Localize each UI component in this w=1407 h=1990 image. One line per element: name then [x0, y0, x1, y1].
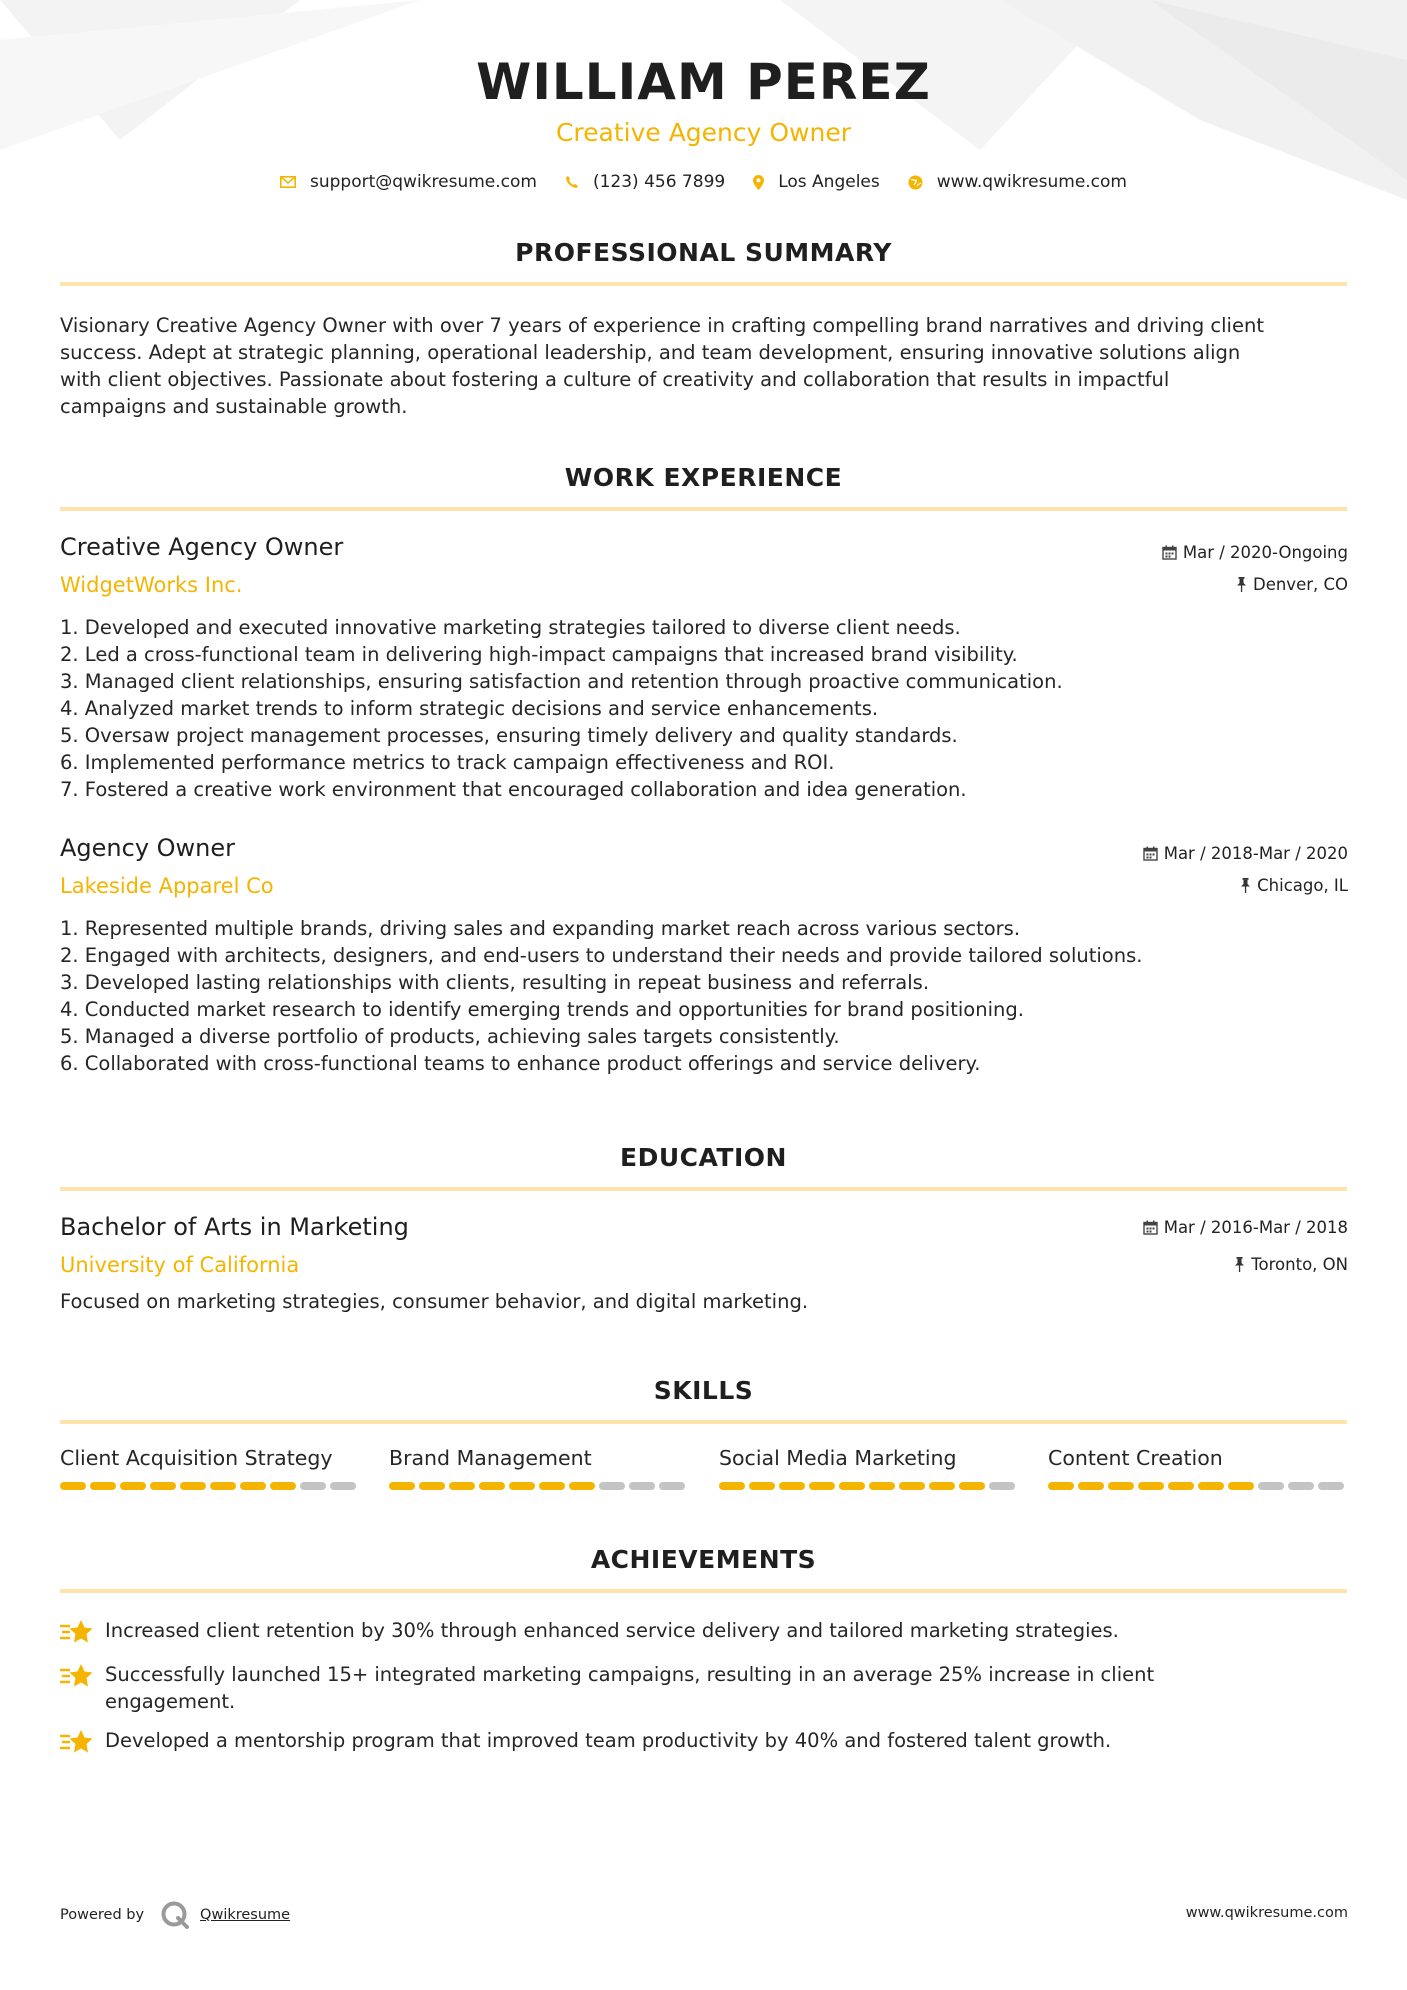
map-pin-icon: [753, 175, 764, 190]
skill-segment-filled: [180, 1482, 206, 1490]
skill-item: [60, 1446, 360, 1490]
skill-segment-empty: [1288, 1482, 1314, 1490]
achievement-item: [60, 1727, 1350, 1755]
skill-segment-filled: [539, 1482, 565, 1490]
job-title: Agency Owner: [60, 834, 236, 862]
job-bullet: 6. Implemented performance metrics to track campaign effectiveness and ROI.: [60, 751, 835, 774]
job-bullet: 1. Developed and executed innovative marketing strategies tailored to diverse client needs.: [60, 616, 961, 639]
skill-segment-empty: [1258, 1482, 1284, 1490]
skill-segment-empty: [599, 1482, 625, 1490]
skill-segment-filled: [959, 1482, 985, 1490]
skill-segment-empty: [1318, 1482, 1344, 1490]
experience-divider: [60, 507, 1347, 511]
skill-segment-filled: [90, 1482, 116, 1490]
skill-segment-filled: [509, 1482, 535, 1490]
achievements-divider: [60, 1589, 1347, 1593]
phone-icon: [565, 175, 579, 189]
education-divider: [60, 1187, 1347, 1191]
footer-powered-by: [60, 1900, 290, 1930]
skill-segment-filled: [749, 1482, 775, 1490]
contact-website[interactable]: [908, 172, 1127, 192]
skills-heading: SKILLS: [653, 1376, 754, 1405]
skill-segment-filled: [240, 1482, 266, 1490]
star-icon: [60, 1663, 93, 1689]
contact-website-text: www.qwikresume.com: [936, 172, 1127, 192]
contact-email[interactable]: [280, 172, 537, 192]
job-dates-text: Mar / 2020-Ongoing: [1182, 543, 1348, 562]
skill-segment-filled: [150, 1482, 176, 1490]
job-dates-text: Mar / 2018-Mar / 2020: [1163, 844, 1348, 863]
achievement-line: engagement.: [105, 1690, 236, 1713]
achievement-item: [60, 1617, 1350, 1645]
calendar-icon: [1162, 545, 1177, 560]
contact-phone-text: (123) 456 7899: [592, 172, 726, 192]
skill-segment-empty: [629, 1482, 655, 1490]
achievement-line: Successfully launched 15+ integrated marketing campaigns, resulting in an average 25% increase in client: [105, 1663, 1155, 1686]
education-heading: EDUCATION: [620, 1143, 787, 1172]
star-icon: [60, 1619, 93, 1645]
achievement-text: [105, 1617, 1265, 1644]
footer-url[interactable]: www.qwikresume.com: [1185, 1905, 1348, 1921]
job-bullet-list: [60, 915, 1350, 1077]
job-bullet: 3. Managed client relationships, ensuring satisfaction and retention through proactive communication.: [60, 670, 1063, 693]
skill-segment-filled: [270, 1482, 296, 1490]
achievement-item: [60, 1661, 1350, 1715]
contact-phone[interactable]: [565, 172, 725, 192]
achievement-text: [105, 1661, 1265, 1715]
skill-label: Client Acquisition Strategy: [60, 1446, 333, 1470]
experience-heading: WORK EXPERIENCE: [564, 463, 843, 492]
skill-level-bar: [389, 1482, 689, 1490]
globe-icon: [908, 175, 923, 190]
skill-label: Social Media Marketing: [719, 1446, 957, 1470]
skill-segment-filled: [60, 1482, 86, 1490]
job-location: [1240, 876, 1348, 895]
candidate-title: Creative Agency Owner: [555, 118, 852, 147]
job-bullet: 2. Engaged with architects, designers, and end-users to understand their needs and provide tailored solutions.: [60, 944, 1143, 967]
skill-segment-filled: [869, 1482, 895, 1490]
job-bullet: 6. Collaborated with cross-functional teams to enhance product offerings and service delivery.: [60, 1052, 981, 1075]
skills-divider: [60, 1420, 1347, 1424]
summary-line: campaigns and sustainable growth.: [60, 395, 408, 418]
skill-segment-filled: [839, 1482, 865, 1490]
skill-segment-filled: [1228, 1482, 1254, 1490]
job-bullet: 1. Represented multiple brands, driving sales and expanding market reach across various sectors.: [60, 917, 1021, 940]
skill-item: [389, 1446, 689, 1490]
summary-text: [60, 312, 1350, 420]
skill-segment-filled: [1138, 1482, 1164, 1490]
job-bullet: 2. Led a cross-functional team in delivering high-impact campaigns that increased brand visibility.: [60, 643, 1018, 666]
skill-segment-filled: [1078, 1482, 1104, 1490]
skill-segment-filled: [1168, 1482, 1194, 1490]
job-bullet: 4. Analyzed market trends to inform strategic decisions and service enhancements.: [60, 697, 879, 720]
job-location: [1236, 575, 1348, 594]
skill-segment-empty: [659, 1482, 685, 1490]
job-company: WidgetWorks Inc.: [60, 573, 243, 597]
summary-line: success. Adept at strategic planning, operational leadership, and team development, ensuring innovative solutions align: [60, 341, 1241, 364]
skill-segment-filled: [449, 1482, 475, 1490]
education-location: [1234, 1255, 1348, 1274]
calendar-icon: [1143, 846, 1158, 861]
skill-segment-filled: [779, 1482, 805, 1490]
skill-segment-filled: [1048, 1482, 1074, 1490]
candidate-name: WILLIAM PEREZ: [476, 53, 931, 111]
skill-segment-filled: [479, 1482, 505, 1490]
pushpin-icon: [1240, 878, 1251, 893]
degree-title: Bachelor of Arts in Marketing: [60, 1213, 409, 1241]
school-name: University of California: [60, 1253, 300, 1277]
skill-item: [1048, 1446, 1348, 1490]
job-bullet-list: [60, 614, 1350, 803]
contact-location-text: Los Angeles: [778, 172, 880, 192]
education-dates-text: Mar / 2016-Mar / 2018: [1163, 1218, 1348, 1237]
skill-segment-filled: [210, 1482, 236, 1490]
skill-segment-filled: [1108, 1482, 1134, 1490]
job-bullet: 3. Developed lasting relationships with clients, resulting in repeat business and referrals.: [60, 971, 930, 994]
skill-segment-filled: [719, 1482, 745, 1490]
powered-by-label: Powered by: [60, 1907, 145, 1923]
job-bullet: 4. Conducted market research to identify emerging trends and opportunities for brand positioning.: [60, 998, 1024, 1021]
job-bullet: 5. Oversaw project management processes, ensuring timely delivery and quality standards.: [60, 724, 958, 747]
job-location-text: Chicago, IL: [1257, 876, 1348, 895]
skill-segment-filled: [899, 1482, 925, 1490]
skill-segment-filled: [929, 1482, 955, 1490]
pushpin-icon: [1234, 1257, 1245, 1272]
skill-level-bar: [719, 1482, 1019, 1490]
job-company: Lakeside Apparel Co: [60, 874, 274, 898]
skill-segment-empty: [300, 1482, 326, 1490]
skill-segment-filled: [1198, 1482, 1224, 1490]
calendar-icon: [1143, 1220, 1158, 1235]
summary-divider: [60, 282, 1347, 286]
achievement-text: [105, 1727, 1265, 1754]
contact-bar: [0, 172, 1407, 192]
skill-segment-empty: [989, 1482, 1015, 1490]
skill-level-bar: [1048, 1482, 1348, 1490]
skill-level-bar: [60, 1482, 360, 1490]
skill-segment-filled: [569, 1482, 595, 1490]
skill-segment-filled: [120, 1482, 146, 1490]
summary-line: with client objectives. Passionate about fostering a culture of creativity and collaboration that results in impactful: [60, 368, 1170, 391]
job-location-text: Denver, CO: [1252, 575, 1348, 594]
skill-label: Brand Management: [389, 1446, 592, 1470]
contact-location: [753, 172, 880, 192]
job-title: Creative Agency Owner: [60, 533, 344, 561]
skill-item: [719, 1446, 1019, 1490]
qwikresume-link[interactable]: Qwikresume: [200, 1907, 291, 1923]
skill-segment-filled: [809, 1482, 835, 1490]
education-location-text: Toronto, ON: [1251, 1255, 1348, 1274]
summary-heading: PROFESSIONAL SUMMARY: [515, 238, 892, 267]
skill-segment-empty: [330, 1482, 356, 1490]
skill-label: Content Creation: [1048, 1446, 1223, 1470]
job-bullet: 5. Managed a diverse portfolio of products, achieving sales targets consistently.: [60, 1025, 840, 1048]
envelope-icon: [280, 176, 296, 188]
education-description: Focused on marketing strategies, consumer behavior, and digital marketing.: [60, 1290, 809, 1313]
pushpin-icon: [1236, 577, 1247, 592]
qwikresume-logo-icon: [160, 1900, 190, 1930]
job-dates: [1162, 543, 1348, 562]
achievement-line: Developed a mentorship program that improved team productivity by 40% and fostered talent growth.: [105, 1729, 1112, 1752]
achievement-line: Increased client retention by 30% through enhanced service delivery and tailored marketing strategies.: [105, 1619, 1119, 1642]
skill-segment-filled: [389, 1482, 415, 1490]
job-bullet: 7. Fostered a creative work environment that encouraged collaboration and idea generation.: [60, 778, 967, 801]
education-dates: [1143, 1218, 1348, 1237]
skill-segment-filled: [419, 1482, 445, 1490]
job-dates: [1143, 844, 1348, 863]
contact-email-text: support@qwikresume.com: [310, 172, 537, 192]
achievements-heading: ACHIEVEMENTS: [590, 1545, 817, 1574]
star-icon: [60, 1729, 93, 1755]
summary-line: Visionary Creative Agency Owner with over 7 years of experience in crafting compelling brand narratives and driving client: [60, 314, 1264, 337]
